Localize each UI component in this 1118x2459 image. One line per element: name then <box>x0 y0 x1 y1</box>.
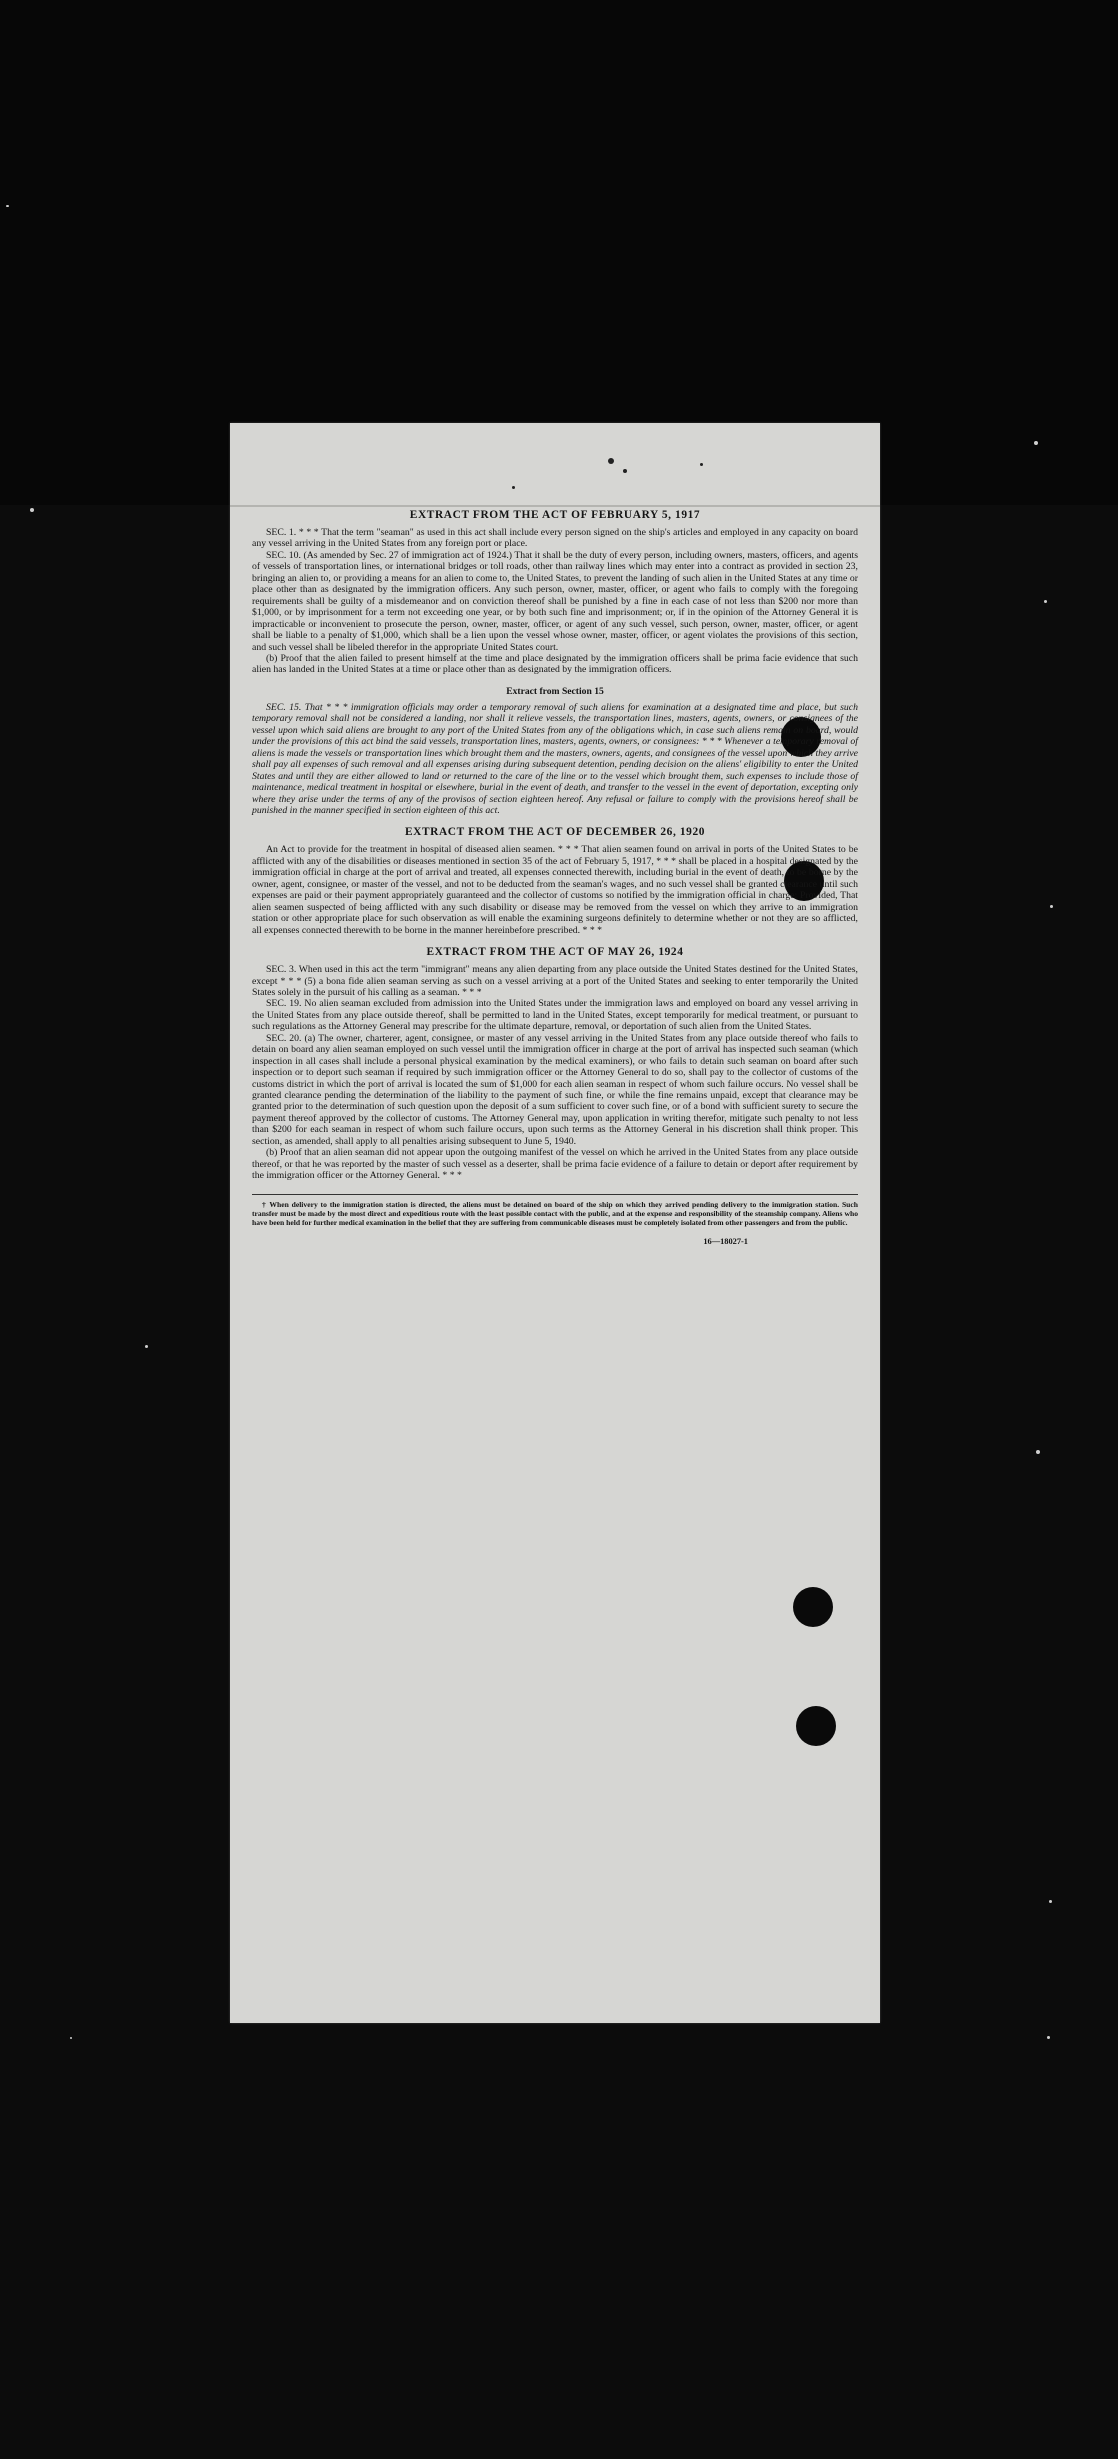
paragraph: An Act to provide for the treatment in hospital of diseased alien seamen. * * * That alien seamen found on arrival in ports of the United States to be afflicted with any of the disabilities or diseases mentioned in section 35 of the act of February 5, 1917, * * * shall be placed in a hospital designated by the immigration official in charge at the port of arrival and treated, all expenses connected therewith, including burial in the event of death, to be borne by the owner, agent, consignee, or master of the vessel, and not to be deducted from the seaman's wages, and no such vessel shall be granted clearance until such expenses are paid or their payment appropriately guaranteed and the collector of customs so notified by the immigration official in charge: Provided, That alien seamen suspected of being afflicted with any such disability or disease may be removed from the vessel on which they arrive to an immigration station or other appropriate place for such observation as will enable the examining surgeons definitely to determine whether or not they are so afflicted, all expenses connected therewith to be borne in the manner hereinbefore prescribed. * * * <box>252 844 858 936</box>
section-heading: EXTRACT FROM THE ACT OF MAY 26, 1924 <box>426 946 684 959</box>
extract-act-1924 <box>252 946 858 1182</box>
film-speck <box>1034 441 1038 445</box>
document-text <box>252 509 858 1246</box>
extract-act-1917 <box>252 509 858 676</box>
punch-hole <box>796 1706 836 1746</box>
ink-speck <box>512 486 515 489</box>
fold-line <box>230 505 880 507</box>
document-page <box>230 423 880 2023</box>
film-speck <box>1036 1450 1040 1454</box>
section-subheading: Extract from Section 15 <box>506 685 604 697</box>
film-speck <box>1044 600 1047 603</box>
section-heading: EXTRACT FROM THE ACT OF FEBRUARY 5, 1917 <box>409 509 701 521</box>
paragraph: (b) Proof that the alien failed to present himself at the time and place designated by the immigration officers shall be prima facie evidence that such alien has landed in the United States at a time or place other than as designated by the immigration officers. <box>252 652 858 676</box>
paragraph: SEC. 19. No alien seaman excluded from admission into the United States under the immigration laws and employed on board any vessel arriving in the United States from any place outside thereof, shall be permitted to land in the United States, except temporarily for medical treatment, or pursuant to such regulations as the Attorney General may prescribe for the ultimate departure, removal, or deportation of such alien from the United States. <box>252 998 858 1033</box>
film-speck <box>1047 2036 1050 2039</box>
paragraph: SEC. 15. That * * * immigration officials may order a temporary removal of such aliens for examination at a designated time and place, but such temporary removal shall not be considered a landing, nor shall it relieve vessels, the transportation lines, masters, agents, owners, or consignees of the vessel upon which said aliens are brought to any port of the United States from any of the obligations which, in case such aliens remain on board, would under the provisions of this act bind the said vessels, transportation lines, masters, agents, owners, or consignees: * * * Whenever a temporary removal of aliens is made the vessels or transportation lines which brought them and the masters, owners, agents, and consignees of the vessel upon which they arrive shall pay all expenses of such removal and all expenses arising during subsequent detention, pending decision on the aliens' eligibility to enter the United States and until they are either allowed to land or returned to the care of the line or to the vessel which brought them, such expenses to include those of maintenance, medical treatment in hospital or elsewhere, burial in the event of death, and transfer to the vessel in the event of deportation, excepting only where they arise under the terms of any of the provisos of section eighteen hereof. Any refusal or failure to comply with the provisions hereof shall be punished in the manner specified in section eighteen of this act. <box>252 701 858 816</box>
extract-act-1920 <box>252 826 858 936</box>
ink-speck <box>608 458 614 464</box>
film-speck <box>70 2037 72 2039</box>
extract-section-15 <box>252 686 858 817</box>
paragraph: SEC. 1. * * * That the term "seaman" as used in this act shall include every person signed on the ship's articles and employed in any capacity on board any vessel arriving in the United States from any foreign port or place. <box>252 527 858 550</box>
paragraph: (b) Proof that an alien seaman did not appear upon the outgoing manifest of the vessel on which he arrived in the United States from any place outside thereof, or that he was reported by the master of such vessel as a deserter, shall be prima facie evidence of a failure to detain or deport after requirement by the immigration officer or the Attorney General. * * * <box>252 1147 858 1182</box>
footnote: † When delivery to the immigration station is directed, the aliens must be detained on board of the ship on which they arrived pending delivery to the immigration station. Such transfer must be made by the most direct and expeditious route with the least possible contact with the public, and at the expense and responsibility of the steamship company. Aliens who have been held for further medical examination in the belief that they are suffering from communicable diseases must be completely isolated from other passengers and from the public. <box>252 1194 858 1227</box>
form-number: 16—18027-1 <box>703 1236 748 1246</box>
paragraph: SEC. 3. When used in this act the term "immigrant" means any alien departing from any place outside the United States destined for the United States, except * * * (5) a bona fide alien seaman serving as such on a vessel arriving at a port of the United States and seeking to enter temporarily the United States solely in the pursuit of his calling as a seaman. * * * <box>252 964 858 998</box>
paragraph: SEC. 20. (a) The owner, charterer, agent, consignee, or master of any vessel arriving in the United States from any place outside thereof who fails to detain on board any alien seaman employed on such vessel until the immigration officer in charge at the port of arrival has inspected such seaman (which inspection in all cases shall include a personal physical examination by the medical examiners), or who fails to detain such seaman on board after such inspection or to deport such seaman if required by such immigration officer or the Attorney General to do so, shall pay to the collector of customs of the customs district in which the port of arrival is located the sum of $1,000 for each alien seaman in respect of whom such failure occurs. No vessel shall be granted clearance pending the determination of the liability to the payment of such fine, or while the fine remains unpaid, except that clearance may be granted prior to the determination of such question upon the deposit of a sum sufficient to cover such fine, or of a bond with sufficient surety to secure the payment thereof approved by the collector of customs. The Attorney General may, upon application in writing therefor, mitigate such penalty to not less than $200 for each seaman in respect of whom such failure occurs, upon such terms as the Attorney General in his discretion shall think proper. This section, as amended, shall apply to all penalties arising subsequent to June 5, 1940. <box>252 1032 858 1147</box>
section-heading: EXTRACT FROM THE ACT OF DECEMBER 26, 1920 <box>404 826 706 839</box>
punch-hole <box>793 1587 833 1627</box>
paragraph: SEC. 10. (As amended by Sec. 27 of immigration act of 1924.) That it shall be the duty of every person, including owners, masters, officers, and agents of vessels of transportation lines, or international bridges or toll roads, other than railway lines which may enter into a contract as provided in section 23, bringing an alien to, or providing a means for an alien to come to, the United States, to prevent the landing of such alien in the United States at any time or place other than as designated by the immigration officers. Any such person, owner, master, officer, or agent who fails to comply with the foregoing requirements shall be guilty of a misdemeanor and on conviction thereof shall be punished by a fine in each case of not less than $200 nor more than $1,000, or by imprisonment for a term not exceeding one year, or by both such fine and imprisonment; or, if in the opinion of the Attorney General it is impracticable or inconvenient to prosecute the person, owner, master, officer, or agent of any such vessel, such person, owner, master, officer, or agent shall be liable to a penalty of $1,000, which shall be a lien upon the vessel whose owner, master, officer, or agent violates the provisions of this section, and such vessel shall be libeled therefor in the appropriate United States court. <box>252 549 858 653</box>
film-speck <box>30 508 34 512</box>
ink-speck <box>700 463 703 466</box>
film-speck <box>6 205 9 207</box>
film-speck <box>1050 905 1053 908</box>
film-speck <box>145 1345 148 1348</box>
film-speck <box>1049 1900 1052 1903</box>
ink-speck <box>623 469 627 473</box>
